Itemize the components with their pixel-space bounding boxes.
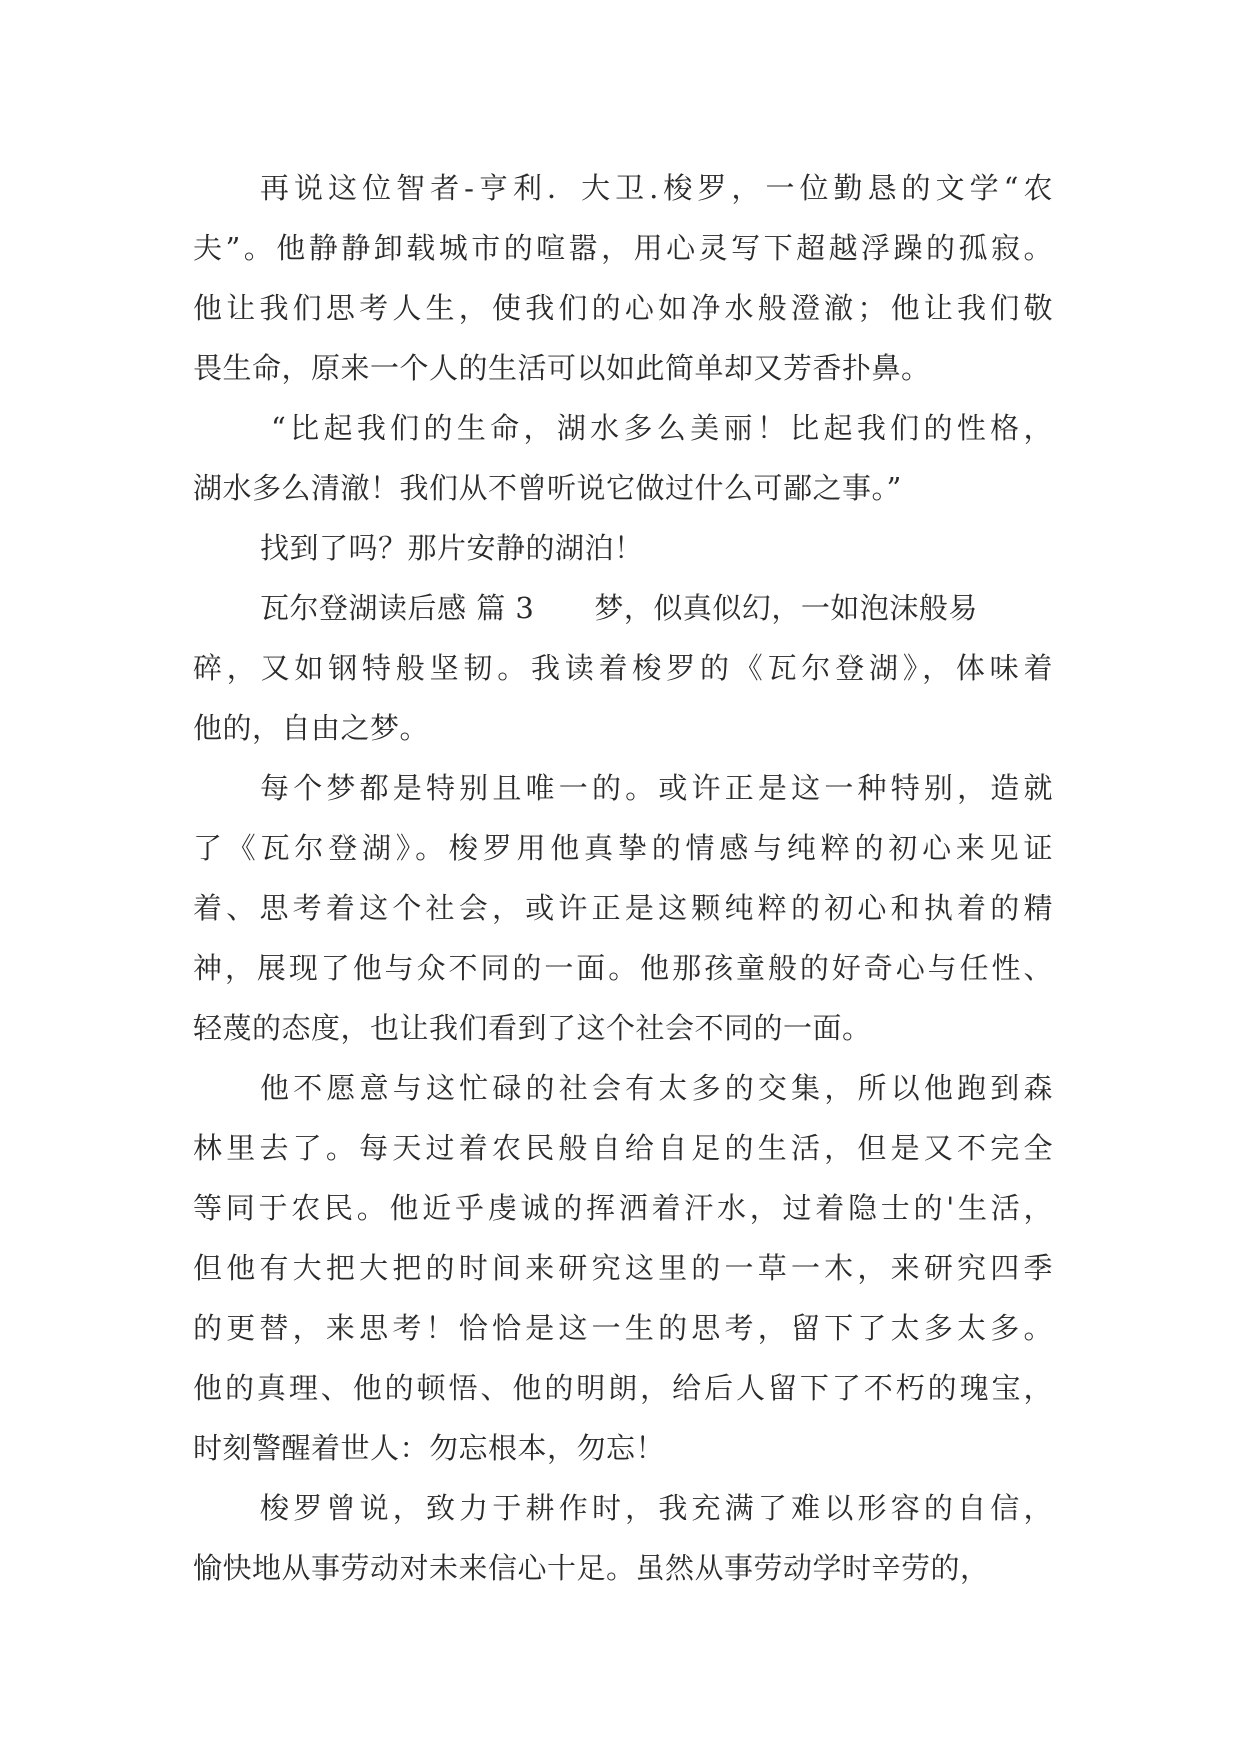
text-line: 等同于农民。他近乎虔诚的挥洒着汗水，过着隐士的'生活，	[193, 1191, 1053, 1225]
section-heading-line	[193, 578, 1053, 638]
text-line: 轻蔑的态度，也让我们看到了这个社会不同的一面。	[193, 1011, 872, 1045]
section-title: 瓦尔登湖读后感 篇 3	[260, 591, 535, 625]
text-line: 的更替，来思考！恰恰是这一生的思考，留下了太多太多。	[193, 1311, 1053, 1345]
text-line: 他不愿意与这忙碌的社会有太多的交集，所以他跑到森	[260, 1071, 1053, 1105]
section-first-text: 梦，似真似幻，一如泡沫般易	[594, 591, 978, 625]
text-line: 梭罗曾说，致力于耕作时，我充满了难以形容的自信，	[260, 1491, 1053, 1525]
text-line: 着、思考着这个社会，或许正是这颗纯粹的初心和执着的精	[193, 891, 1053, 925]
text-line: 了《瓦尔登湖》。梭罗用他真挚的情感与纯粹的初心来见证	[193, 831, 1053, 865]
text-line: 时刻警醒着世人：勿忘根本，勿忘！	[193, 1431, 666, 1465]
text-line: 湖水多么清澈！我们从不曾听说它做过什么可鄙之事。”	[193, 471, 902, 505]
text-line: 碎，又如钢特般坚韧。我读着梭罗的《瓦尔登湖》，体味着	[193, 651, 1053, 685]
text-line: 林里去了。每天过着农民般自给自足的生活，但是又不完全	[193, 1131, 1053, 1165]
text-line: 他的真理、他的顿悟、他的明朗，给后人留下了不朽的瑰宝，	[193, 1371, 1053, 1405]
text-line: 他让我们思考人生，使我们的心如净水般澄澈；他让我们敬	[193, 291, 1053, 325]
text-line: 每个梦都是特别且唯一的。或许正是这一种特别，造就	[260, 771, 1053, 805]
text-line: 他的，自由之梦。	[193, 711, 430, 745]
text-line: 但他有大把大把的时间来研究这里的一草一木，来研究四季	[193, 1251, 1053, 1285]
text-line: 再说这位智者-亨利．大卫.梭罗，一位勤恳的文学“农	[260, 171, 1053, 205]
body-text	[193, 158, 1053, 1598]
text-line: 找到了吗？那片安静的湖泊！	[260, 531, 644, 565]
text-line: 畏生命，原来一个人的生活可以如此简单却又芳香扑鼻。	[193, 351, 931, 385]
text-line: 夫”。他静静卸载城市的喧嚣，用心灵写下超越浮躁的孤寂。	[193, 231, 1053, 265]
text-line: “比起我们的生命，湖水多么美丽！比起我们的性格，	[271, 411, 1053, 445]
text-line: 神，展现了他与众不同的一面。他那孩童般的好奇心与任性、	[193, 951, 1053, 985]
text-line: 愉快地从事劳动对未来信心十足。虽然从事劳动学时辛劳的，	[193, 1551, 990, 1585]
